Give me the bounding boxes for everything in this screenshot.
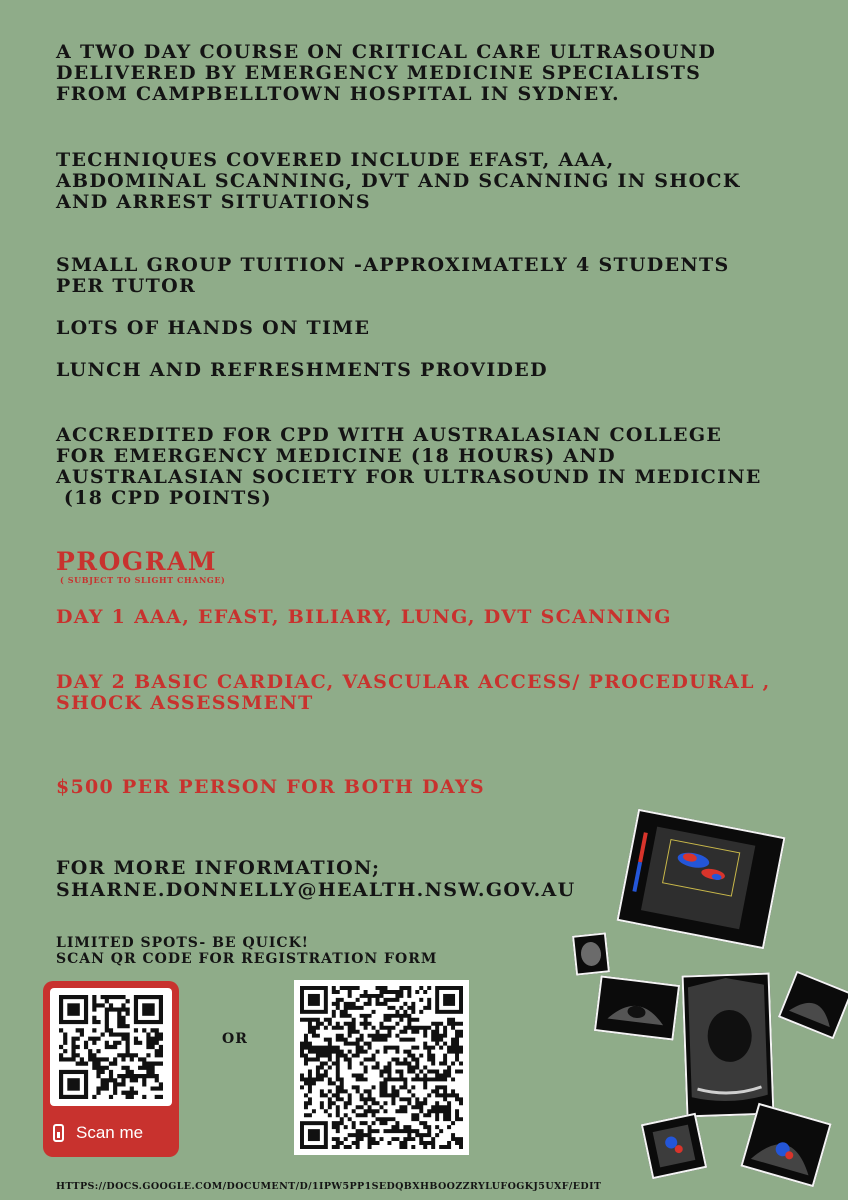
doppler-thumbnail-right: [740, 1103, 831, 1187]
phone-icon: [53, 1124, 64, 1142]
scan-me-label: Scan me: [76, 1123, 144, 1142]
scan-me-label-row: [53, 1123, 143, 1143]
price-text: $500 PER PERSON FOR BOTH DAYS: [56, 776, 485, 798]
day2-text: DAY 2 BASIC CARDIAC, VASCULAR ACCESS/ PROCEDURAL , SHOCK ASSESSMENT: [56, 671, 771, 714]
qr-code-1-pattern: [50, 988, 172, 1106]
tuition-paragraph: SMALL GROUP TUITION -APPROXIMATELY 4 STUDENTS PER TUTOR: [56, 254, 730, 297]
contact-heading: FOR MORE INFORMATION;: [56, 857, 381, 879]
qr-code-2[interactable]: [294, 980, 469, 1155]
intro-paragraph: A TWO DAY COURSE ON CRITICAL CARE ULTRASOUND DELIVERED BY EMERGENCY MEDICINE SPECIALISTS FROM CAMPBELLTOWN HOSPITAL IN SYDNEY.: [56, 41, 717, 105]
program-subtitle: ( SUBJECT TO SLIGHT CHANGE): [60, 575, 226, 585]
scan-me-qr-card[interactable]: [43, 981, 179, 1157]
accreditation-paragraph: ACCREDITED FOR CPD WITH AUSTRALASIAN COLLEGE FOR EMERGENCY MEDICINE (18 HOURS) AND AUSTRALASIAN SOCIETY FOR ULTRASOUND IN MEDICINE (18 CPD POINTS): [56, 424, 762, 509]
qr-code-1[interactable]: [50, 988, 172, 1106]
echocardiogram-image: [682, 973, 775, 1118]
limited-spots-note: LIMITED SPOTS- BE QUICK!: [56, 935, 309, 951]
techniques-paragraph: TECHNIQUES COVERED INCLUDE EFAST, AAA, ABDOMINAL SCANNING, DVT AND SCANNING IN SHOCK AND ARREST SITUATIONS: [56, 149, 741, 213]
registration-url[interactable]: HTTPS://DOCS.GOOGLE.COM/DOCUMENT/D/1IPW5PP1SEDQBXHBOOZZRYLUFOGKJ5UXF/EDIT: [56, 1181, 602, 1192]
or-label: OR: [222, 1031, 248, 1047]
program-title: PROGRAM: [56, 547, 218, 576]
cardiac-ultrasound-image: [594, 975, 680, 1040]
hands-on-text: LOTS OF HANDS ON TIME: [56, 317, 371, 339]
scan-qr-note: SCAN QR CODE FOR REGISTRATION FORM: [56, 951, 438, 967]
doppler-thumbnail-left: [641, 1113, 707, 1179]
doppler-ultrasound-image: [617, 809, 786, 950]
day1-text: DAY 1 AAA, EFAST, BILIARY, LUNG, DVT SCANNING: [56, 606, 672, 628]
small-ultrasound-thumbnail: [572, 932, 610, 975]
lung-ultrasound-image: [778, 971, 848, 1040]
lunch-text: LUNCH AND REFRESHMENTS PROVIDED: [56, 359, 548, 381]
qr-code-2-pattern: [294, 980, 469, 1155]
contact-email[interactable]: SHARNE.DONNELLY@HEALTH.NSW.GOV.AU: [56, 879, 576, 901]
